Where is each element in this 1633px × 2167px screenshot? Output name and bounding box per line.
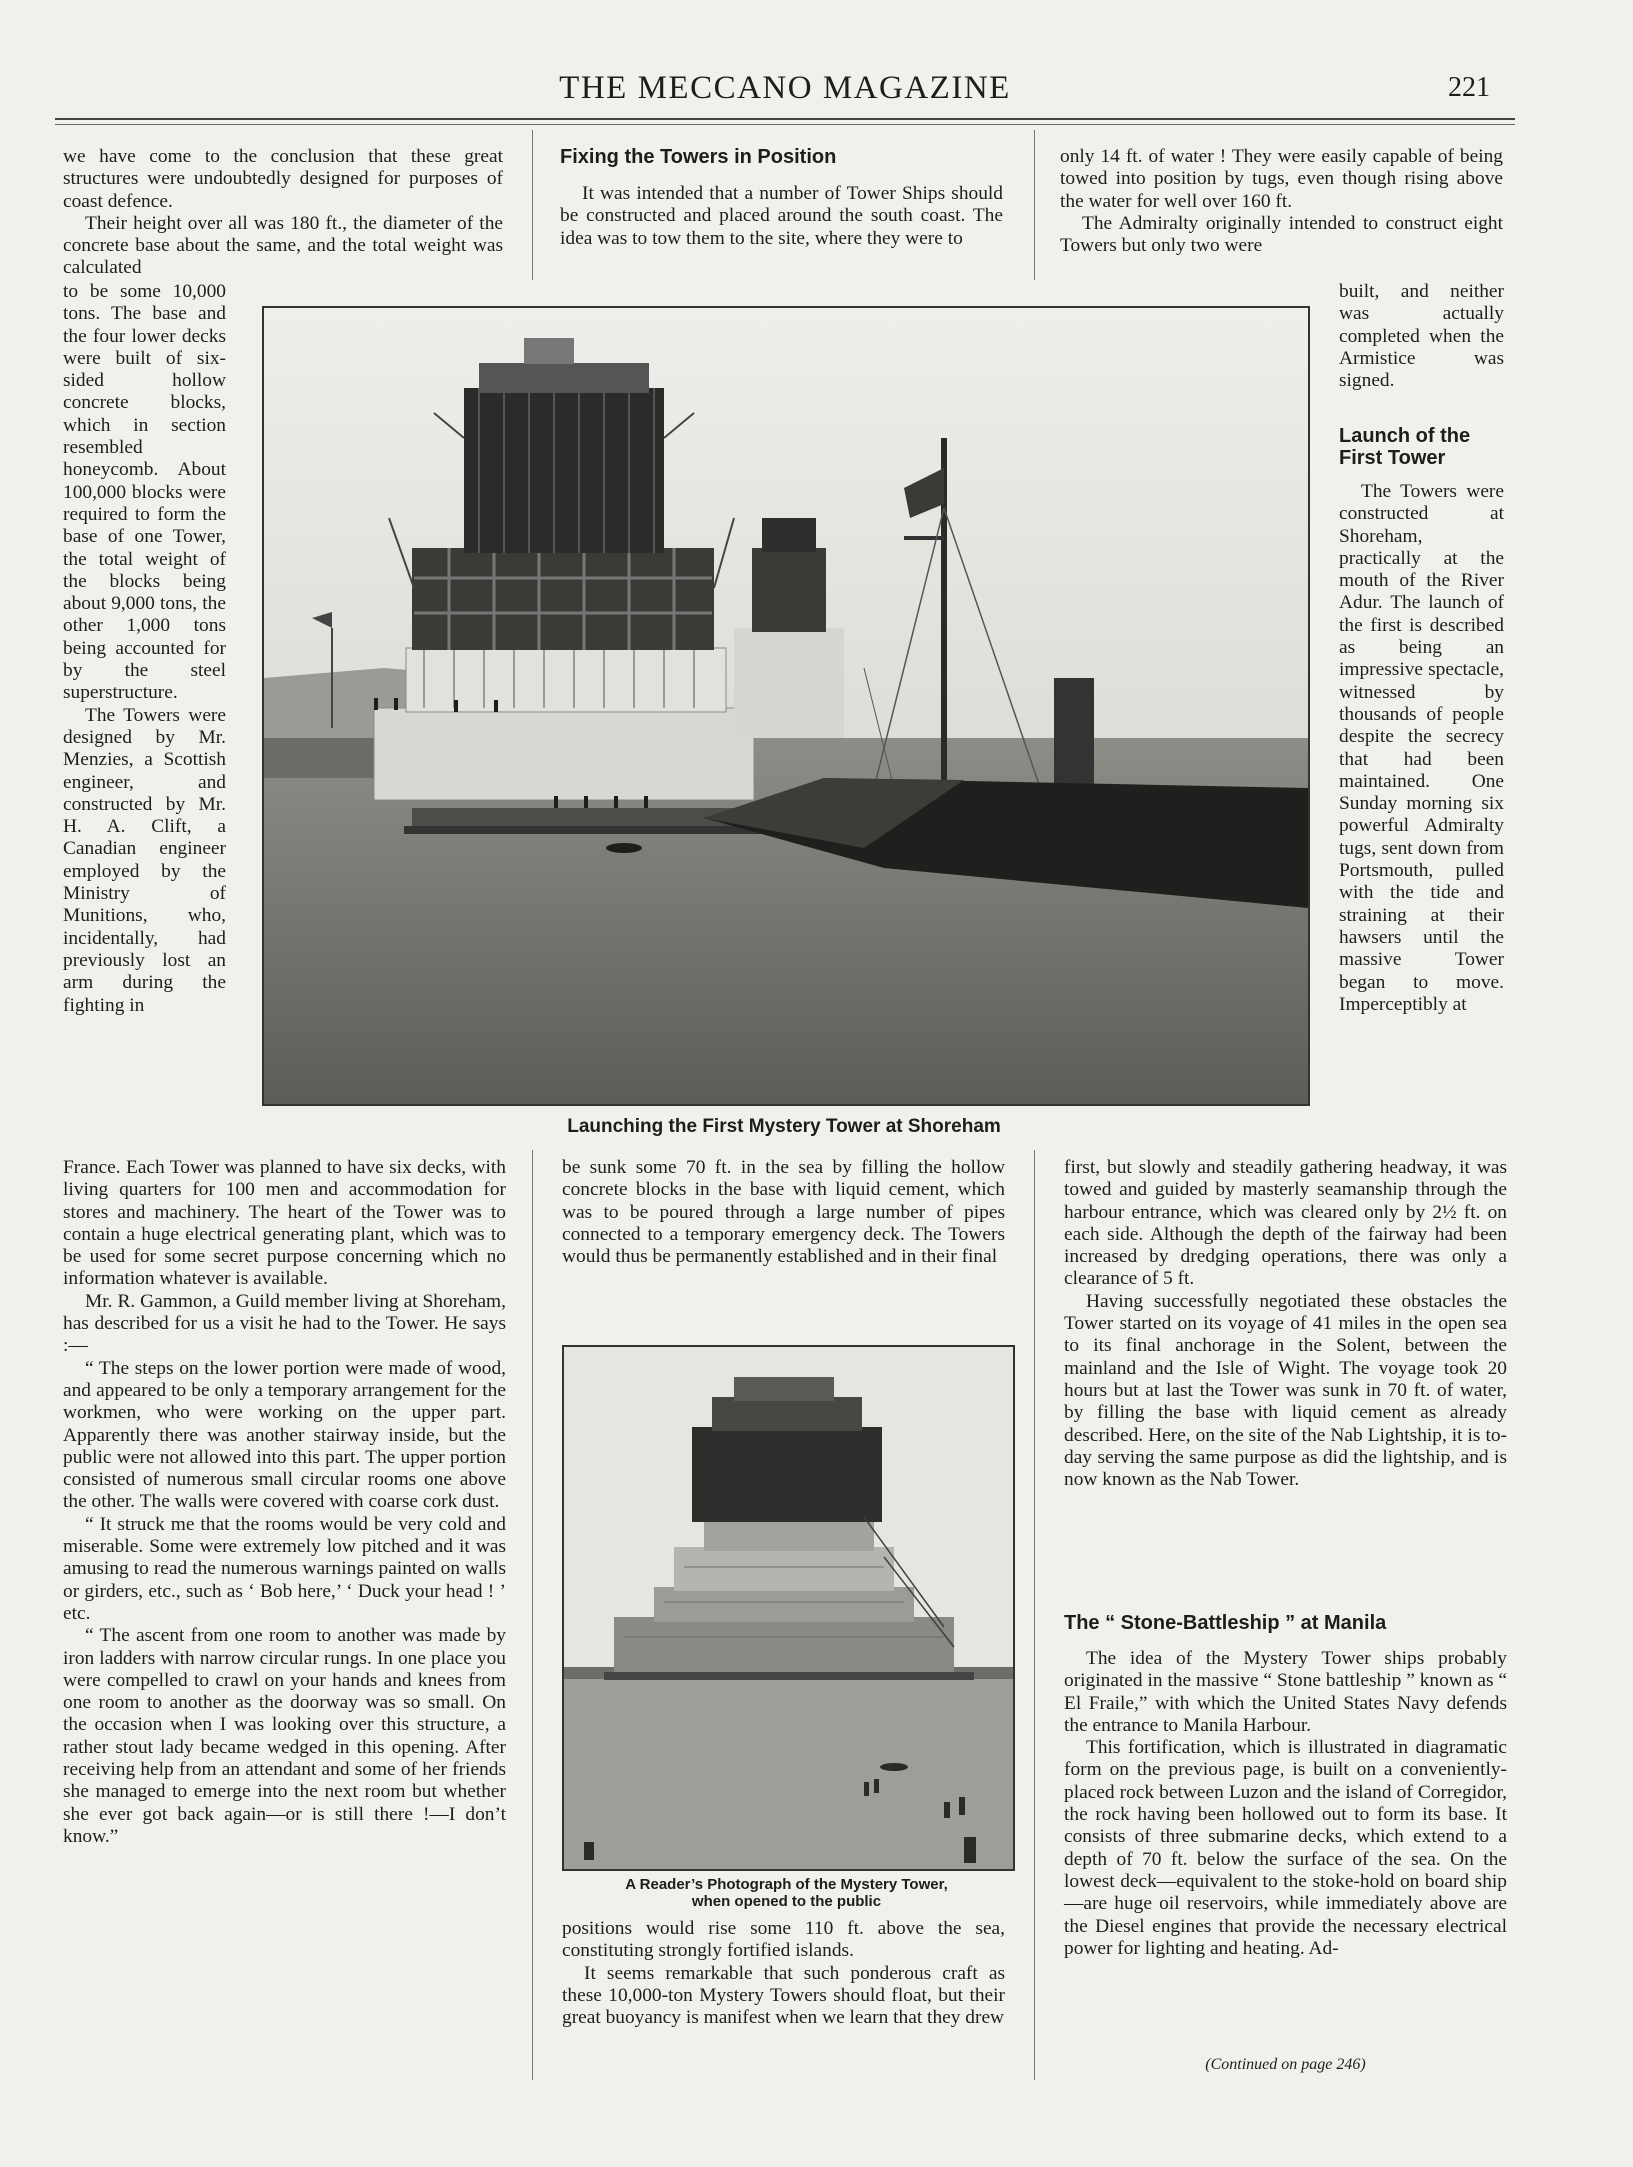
col3-narrow-text-b (1339, 481, 1504, 1016)
paragraph: Having successfully negotiated these obstacles the Tower started on its voyage of 41 miles in the open sea to its final anchorage in the Solent, between the mainland and the Isle of Wight. The voyage took 20 hours but at last the Tower was sunk in 70 ft. of water, by filling the base with liquid cement as already described. Here, on the site of the Nab Lightship, it is to-day serving the same purpose as did the lightship, and is now known as the Nab Tower. (1064, 1290, 1507, 1491)
heading-manila: The “ Stone-Battleship ” at Manila (1064, 1612, 1387, 1634)
paragraph: be sunk some 70 ft. in the sea by filling the hollow concrete blocks in the base with liquid cement, which was to be poured through a large number of pipes connected to a temporary emergency deck. The Towers would thus be permanently established and in their final (562, 1157, 1005, 1268)
paragraph: “ The ascent from one room to another was made by iron ladders with narrow circular rungs. In one place you were compelled to crawl on your hands and knees from one room to another as the doorway was so small. On the occasion when I was looking over this structure, a rather stout lady became wedged in this opening. After receiving help from an attendant and some of her friends she managed to emerge into the next room but whether she ever got back again—or is still there !—I don’t know.” (63, 1625, 506, 1847)
col2-top-text (560, 183, 1003, 250)
col1-narrow-text (63, 281, 226, 1017)
main-photograph (262, 306, 1310, 1106)
col1-lower-text (63, 1157, 506, 1848)
paragraph: only 14 ft. of water ! They were easily capable of being towed into position by tugs, even though rising above the water for well over 160 ft. (1060, 146, 1503, 212)
paragraph: France. Each Tower was planned to have six decks, with living quarters for 100 men and accommodation for stores and machinery. The heart of the Tower was to contain a huge electrical generating plant, which was to be used for some secret purpose concerning which no information whatever is available. (63, 1157, 506, 1290)
paragraph: Mr. R. Gammon, a Guild member living at Shoreham, has described for us a visit he had to the Tower. He says :— (63, 1290, 506, 1357)
paragraph: The Towers were constructed at Shoreham, practically at the mouth of the River Adur. The launch of the first is described as being an impressive spectacle, witnessed by thousands of people despite the secrecy that had been maintained. One Sunday morning six powerful Admiralty tugs, sent down from Portsmouth, pulled with the tide and straining at their hawsers until the massive Tower began to move. Imperceptibly at (1339, 481, 1504, 1015)
paragraph: This fortification, which is illustrated in diagramatic form on the previous page, is built on a conveniently-placed rock between Luzon and the island of Corregidor, the rock having been hollowed out to form its base. It consists of three submarine decks, which extend to a depth of 70 ft. below the surface of the sea. On the lowest deck—equivalent to the stoke-hold on board ship—are huge oil reservoirs, while immediately above are the Diesel engines that provide the necessary electrical power for lighting and heating. Ad- (1064, 1737, 1507, 1959)
caption-line: when opened to the public (691, 1893, 882, 1910)
column-rule (532, 1150, 533, 2080)
paragraph: positions would rise some 110 ft. above the sea, constituting strongly fortified islands. (562, 1918, 1005, 1962)
paragraph: built, and neither was actually completed when the Armistice was signed. (1339, 281, 1504, 392)
paragraph: “ The steps on the lower portion were made of wood, and appeared to be only a temporary arrangement for the workmen, who were working on the upper part. Apparently there was another stairway inside, but the public were not allowed into this part. The upper portion consisted of numerous small circular rooms one above the other. The walls were covered with coarse cork dust. (63, 1357, 506, 1513)
page-number: 221 (1448, 72, 1490, 103)
small-photograph (562, 1345, 1015, 1871)
paragraph: The Towers were designed by Mr. Menzies, a Scottish engineer, and constructed by Mr. H. A. Clift, a Canadian engineer employed by the Ministry of Munitions, who, incidentally, had previously lost an arm during the fighting in (63, 704, 226, 1016)
paragraph: Their height over all was 180 ft., the diameter of the concrete base about the same, and the total weight was calculated (63, 212, 503, 279)
paragraph: first, but slowly and steadily gathering headway, it was towed and guided by masterly seamanship through the harbour entrance, which was cleared only by 2½ ft. on each side. Although the depth of the fairway had been increased by dredging operations, there was only a clearance of 5 ft. (1064, 1157, 1507, 1290)
column-rule (532, 130, 533, 280)
tower-launch-illustration (264, 308, 1308, 1104)
col3-manila-text (1064, 1648, 1507, 1960)
paragraph: It seems remarkable that such ponderous craft as these 10,000-ton Mystery Towers should float, but their great buoyancy is manifest when we learn that they drew (562, 1962, 1005, 2029)
col3-narrow-text-a (1339, 281, 1504, 392)
paragraph: It was intended that a number of Tower Ships should be constructed and placed around the south coast. The idea was to tow them to the site, where they were to (560, 183, 1003, 249)
col1-top-text (63, 146, 503, 280)
paragraph: to be some 10,000 tons. The base and the four lower decks were built of six-sided hollow concrete blocks, which in section resembled honeycomb. About 100,000 blocks were required to form the base of one Tower, the total weight of the blocks being about 9,000 tons, the other 1,000 tons being accounted for by the steel superstructure. (63, 281, 226, 704)
col3-top-text (1060, 146, 1503, 257)
paragraph: “ It struck me that the rooms would be very cold and miserable. Some were extremely low pitched and it was amusing to read the numerous warnings painted on walls or girders, etc., such as ‘ Bob here,’ ‘ Duck your head ! ’ etc. (63, 1513, 506, 1624)
header-rule (55, 118, 1515, 120)
heading-fixing-towers: Fixing the Towers in Position (560, 146, 837, 168)
magazine-title: THE MECCANO MAGAZINE (559, 70, 1011, 106)
paragraph: The idea of the Mystery Tower ships probably originated in the massive “ Stone battleship ” known as “ El Fraile,” with which the United States Navy defends the entrance to Manila Harbour. (1064, 1648, 1507, 1736)
main-photo-caption: Launching the First Mystery Tower at Shoreham (567, 1116, 1001, 1137)
continued-note: (Continued on page 246) (1205, 2056, 1366, 2073)
column-rule (1034, 1150, 1035, 2080)
small-photo-caption (562, 1876, 1011, 1910)
caption-line: A Reader’s Photograph of the Mystery Tower, (625, 1876, 948, 1893)
paragraph: The Admiralty originally intended to construct eight Towers but only two were (1060, 212, 1503, 257)
col2-bottom-text (562, 1918, 1005, 2029)
tower-public-illustration (564, 1347, 1013, 1869)
paragraph: we have come to the conclusion that these great structures were undoubtedly designed for purposes of coast defence. (63, 146, 503, 212)
col2-middle-text (562, 1157, 1005, 1268)
header-rule-thin (55, 124, 1515, 125)
heading-launch: Launch of the First Tower (1339, 425, 1471, 469)
col3-lower-text (1064, 1157, 1507, 1491)
column-rule (1034, 130, 1035, 280)
